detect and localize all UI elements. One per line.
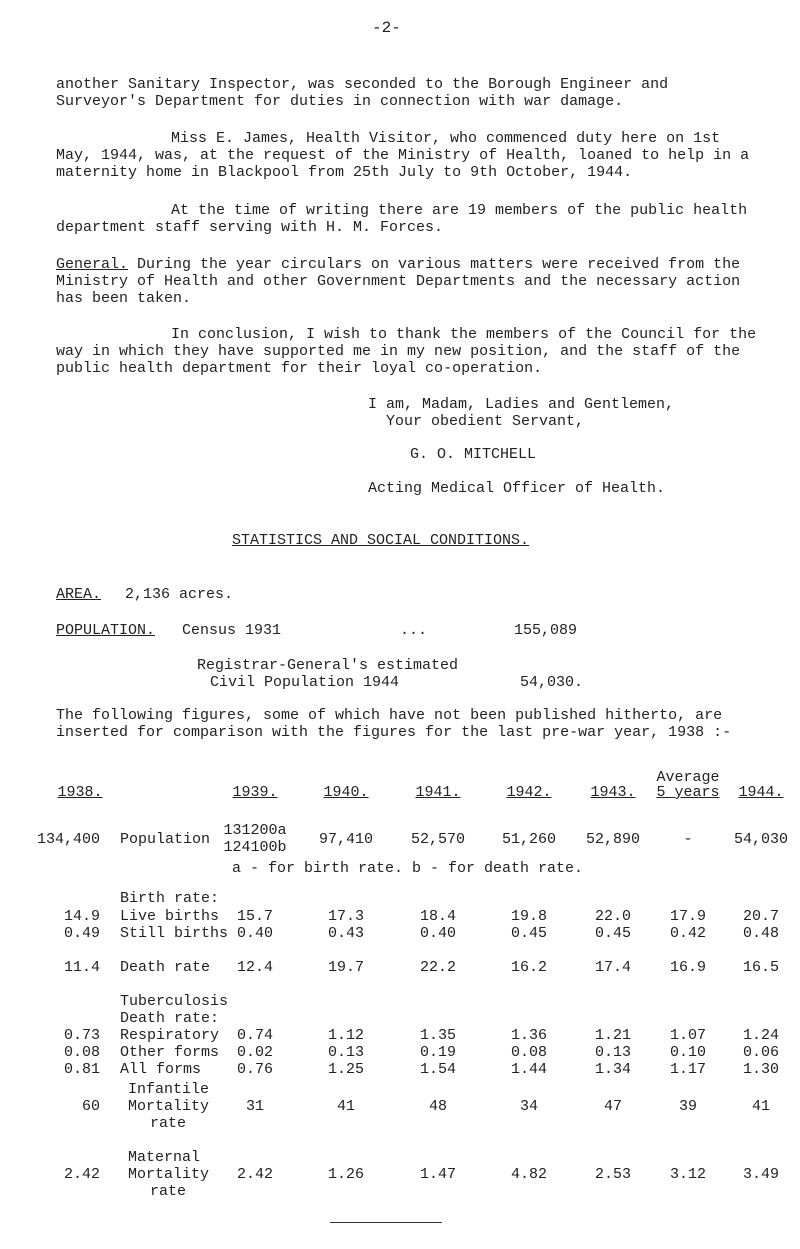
population-1943: 52,890 [585,831,640,848]
cell-1939: 15.7 [236,908,273,925]
cell-1938: 0.81 [63,1061,100,1078]
cell-1938: 0.73 [63,1027,100,1044]
cell-1944: 0.06 [742,1044,779,1061]
infantile-label-3: rate [150,1115,187,1132]
cell-1941: 18.4 [419,908,456,925]
cell-1944: 41 [751,1098,770,1115]
header-1942: 1942. [506,784,552,801]
area-value: 2,136 acres. [125,586,234,603]
population-1939b: 124100b [223,839,287,856]
header-1941: 1941. [415,784,461,801]
cell-1943: 22.0 [594,908,631,925]
registrar-label-1: Registrar-General's estimated [197,657,459,674]
tb-heading-1: Tuberculosis [120,993,229,1010]
closing-rule [330,1222,442,1223]
cell-average: 16.9 [669,959,706,976]
general-heading: General. [56,256,129,273]
maternal-label-1: Maternal [128,1149,201,1166]
cell-average: 0.10 [669,1044,706,1061]
cell-1943: 1.34 [594,1061,631,1078]
cell-1942: 1.36 [510,1027,547,1044]
header-1943: 1943. [590,784,636,801]
census-value: 155,089 [514,622,578,639]
population-label: POPULATION. [56,622,156,639]
census-dots: ... [400,622,428,639]
cell-1941: 0.19 [419,1044,456,1061]
cell-1942: 0.08 [510,1044,547,1061]
statistics-heading: STATISTICS AND SOCIAL CONDITIONS. [232,532,530,549]
cell-1940: 19.7 [327,959,364,976]
cell-label: Other forms [120,1044,220,1061]
closing-line-2: Your obedient Servant, [386,413,585,430]
cell-1944: 0.48 [742,925,779,942]
cell-average: 17.9 [669,908,706,925]
cell-label: Still births [120,925,229,942]
paragraph-conclusion: In conclusion, I wish to thank the members of the Council for the way in which they have supported me in my new position, and the staff of the public health department for their loyal co-operation. [56,326,757,377]
maternal-label-2: Mortality [128,1166,210,1183]
cell-1943: 2.53 [594,1166,631,1183]
cell-1939: 0.74 [236,1027,273,1044]
cell-1940: 1.26 [327,1166,364,1183]
census-label: Census 1931 [182,622,282,639]
signature: G. O. MITCHELL [410,446,537,463]
cell-1944: 1.30 [742,1061,779,1078]
cell-average: 1.07 [669,1027,706,1044]
cell-1942: 1.44 [510,1061,547,1078]
cell-1939: 31 [245,1098,264,1115]
closing-line-1: I am, Madam, Ladies and Gentlemen, [368,396,675,413]
cell-1939: 0.02 [236,1044,273,1061]
cell-1940: 1.25 [327,1061,364,1078]
cell-1944: 3.49 [742,1166,779,1183]
registrar-value: 54,030. [520,674,584,691]
cell-1939: 0.40 [236,925,273,942]
population-1942: 51,260 [501,831,556,848]
header-1939: 1939. [232,784,278,801]
population-average: - [683,831,693,848]
cell-1938: 2.42 [63,1166,100,1183]
cell-1942: 16.2 [510,959,547,976]
cell-1938: 14.9 [63,908,100,925]
header-average: Average [656,769,720,786]
paragraph-forces: At the time of writing there are 19 members of the public health department staff serving with H. M. Forces. [56,202,748,236]
cell-1941: 1.54 [419,1061,456,1078]
general-text: During the year circulars on various matters were received from the Ministry of Health and other Government Departments and the necessary action has been taken. [56,256,741,307]
cell-1938: 60 [81,1098,100,1115]
cell-1942: 0.45 [510,925,547,942]
cell-1943: 17.4 [594,959,631,976]
cell-1940: 0.43 [327,925,364,942]
cell-average: 39 [678,1098,697,1115]
cell-1942: 19.8 [510,908,547,925]
cell-1939: 12.4 [236,959,273,976]
cell-1944: 20.7 [742,908,779,925]
paragraph-health-visitor: Miss E. James, Health Visitor, who commenced duty here on 1st May, 1944, was, at the request of the Ministry of Health, loaned to help in a maternity home in Blackpool from 25th July to 9th October, 1944. [56,130,750,181]
header-1938: 1938. [57,784,103,801]
registrar-label-2: Civil Population 1944 [210,674,400,691]
infantile-label-1: Infantile [128,1081,210,1098]
paragraph-sanitary-inspector: another Sanitary Inspector, was seconded to the Borough Engineer and Surveyor's Department for duties in connection with war damage. [56,76,669,110]
population-1940: 97,410 [318,831,373,848]
cell-1942: 34 [519,1098,538,1115]
cell-1943: 0.13 [594,1044,631,1061]
cell-1939: 0.76 [236,1061,273,1078]
population-1939a: 131200a [223,822,287,839]
cell-label: Respiratory [120,1027,220,1044]
population-1944: 54,030 [733,831,788,848]
cell-1943: 47 [603,1098,622,1115]
cell-1940: 1.12 [327,1027,364,1044]
cell-1942: 4.82 [510,1166,547,1183]
header-1940: 1940. [323,784,369,801]
cell-1938: 0.49 [63,925,100,942]
maternal-label-3: rate [150,1183,187,1200]
page-number: -2- [372,19,401,37]
cell-1938: 0.08 [63,1044,100,1061]
tb-heading-2: Death rate: [120,1010,220,1027]
cell-1941: 48 [428,1098,447,1115]
cell-1941: 22.2 [419,959,456,976]
population-label-cell: Population [120,831,211,848]
paragraph-general [56,256,756,307]
cell-label: Death rate [120,959,211,976]
header-5-years: 5 years [656,784,720,801]
cell-label: Live births [120,908,220,925]
population-1941: 52,570 [410,831,465,848]
infantile-label-2: Mortality [128,1098,210,1115]
birth-rate-heading: Birth rate: [120,890,220,907]
header-1944: 1944. [738,784,784,801]
area-label: AREA. [56,586,102,603]
table-footnote: a - for birth rate. b - for death rate. [232,860,584,877]
cell-average: 3.12 [669,1166,706,1183]
cell-1940: 17.3 [327,908,364,925]
cell-1940: 41 [336,1098,355,1115]
cell-1944: 16.5 [742,959,779,976]
cell-1940: 0.13 [327,1044,364,1061]
signatory-title: Acting Medical Officer of Health. [368,480,666,497]
cell-average: 1.17 [669,1061,706,1078]
population-1938: 134,400 [36,831,100,848]
cell-1943: 1.21 [594,1027,631,1044]
cell-1944: 1.24 [742,1027,779,1044]
cell-1941: 1.47 [419,1166,456,1183]
statistics-intro: The following figures, some of which have not been published hitherto, are inserted for comparison with the figures for the last pre-war year, 1938 :- [56,707,732,741]
cell-average: 0.42 [669,925,706,942]
cell-1941: 0.40 [419,925,456,942]
cell-1941: 1.35 [419,1027,456,1044]
cell-1938: 11.4 [63,959,100,976]
cell-1939: 2.42 [236,1166,273,1183]
cell-label: All forms [120,1061,202,1078]
cell-1943: 0.45 [594,925,631,942]
